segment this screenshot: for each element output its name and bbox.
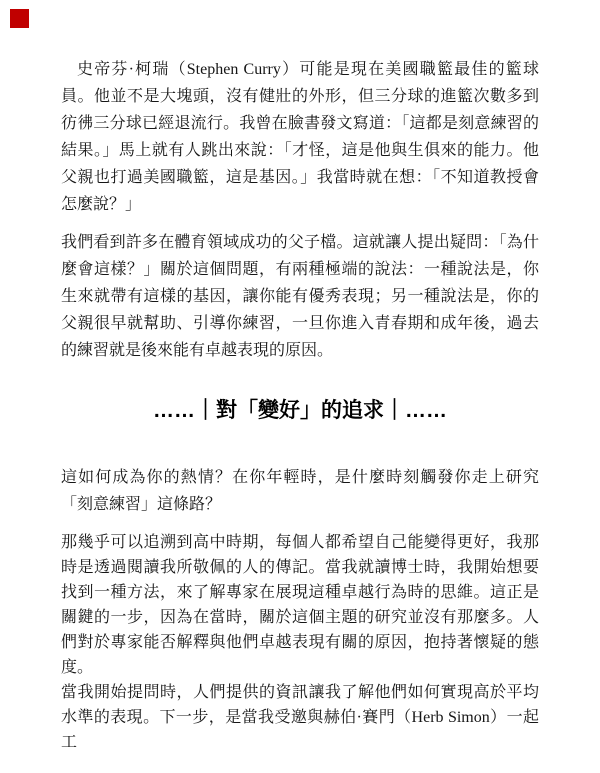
paragraph-father-son: 我們看到許多在體育領域成功的父子檔。這就讓人提出疑問：「為什麼會這樣？」關於這個問題，有兩種極端的說法：一種說法是，你生來就帶有這樣的基因，讓你能有優秀表現；另一種說法是，你的父親很早就幫助、引導你練習，一旦你進入青春期和成年後，過去的練習就是後來能有卓越表現的原因。 bbox=[61, 234, 539, 359]
paragraph-stephen-curry: 史帝芬·柯瑞（Stephen Curry）可能是現在美國職籃最佳的籃球員。他並不是大塊頭，沒有健壯的外形，但三分球的進籃次數多到彷彿三分球已經退流行。我曾在臉書發文寫道：「這都是刻意練習的結果。」馬上就有人跳出來說：「才怪，這是他與生俱來的能力。他父親也打過美國職籃，這是基因。」我當時就在想：「不知道教授會怎麼說？」 bbox=[61, 61, 539, 213]
answer-paragraph-1: 那幾乎可以追溯到高中時期，每個人都希望自己能變得更好，我那時是透過閱讀我所敬佩的人的傳記。當我就讀博士時，我開始想要找到一種方法，來了解專家在展現這種卓越行為時的思維。這正是關鍵的一步，因為在當時，關於這個主題的研究並沒有那麼多。人們對於專家能否解釋與他們卓越表現有關的原因，抱持著懷疑的態度。 bbox=[61, 534, 539, 676]
interview-question-paragraph: 這如何成為你的熱情？在你年輕時，是什麼時刻觸發你走上研究「刻意練習」這條路？ bbox=[61, 469, 539, 513]
interview-answer-block bbox=[61, 530, 539, 755]
answer-paragraph-2: 當我開始提問時，人們提供的資訊讓我了解他們如何實現高於平均水準的表現。下一步，是當我受邀與赫伯·賽門（Herb Simon）一起工 bbox=[61, 684, 539, 751]
red-marker-square bbox=[10, 9, 29, 28]
section-heading: ……｜對「變好」的追求｜…… bbox=[153, 399, 447, 422]
